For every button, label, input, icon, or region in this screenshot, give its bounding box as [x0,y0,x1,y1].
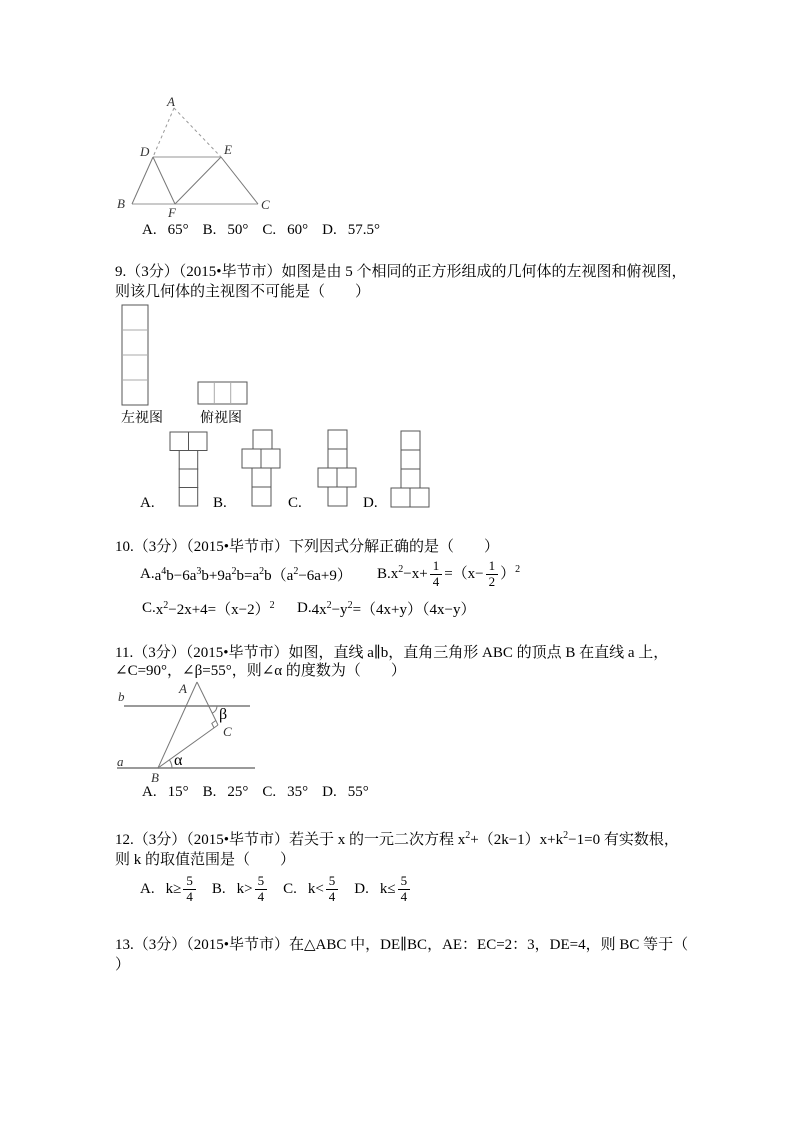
q12-text-line-2: 则 k 的取值范围是（ ） [115,852,296,868]
q11-alpha-label: α [174,752,183,769]
q8-option-a: A. 65° [142,222,189,238]
q12-option-b: B. k> $\frac{5}{4}$ [212,874,269,905]
q8-vertex-label-b: B [117,196,125,211]
q11-option-c: C. 35° [262,784,309,800]
q11-beta-label: β [219,706,228,723]
q11-option-b: B. 25° [202,784,249,800]
q10-option-c: C. $x^2-2x+4=(x-2)^2$ [142,599,275,618]
q8-vertex-label-e: E [224,142,232,157]
q8-options-row [142,222,394,239]
q12-text-line-1: 12.（3分）（2015•毕节市）若关于 x 的一元二次方程 $x^2+(2k-1)x+k^2-1=0$ 有实数根， [115,830,679,848]
q9-option-c-figure [318,430,356,506]
q9-option-a-figure [170,432,207,506]
q10-option-d-formula: $4x^2-y^2=(4x+y)(4x-y)$ [311,599,476,618]
q8-geometry-figure [112,88,282,226]
q8-option-b: B. 50° [202,222,249,238]
q11-text-line-2: ∠C=90°，∠β=55°，则∠α 的度数为（ ） [115,663,406,679]
q11-line-a-label: a [117,754,124,769]
q13-text-line-1: 13.（3分）（2015•毕节市）在△ABC 中，DE∥BC，AE：EC=2：3，DE=4，则 BC 等于（ [115,937,689,953]
q9-text-line-2: 则该几何体的主视图不可能是（ ） [115,284,371,300]
q9-left-view-figure [122,305,148,405]
q8-vertex-label-f: F [168,205,176,220]
q11-triangle-edges [158,682,218,768]
q12-options-row [140,872,426,906]
q9-top-view-label: 俯视图 [200,411,242,426]
q10-option-a-formula: $a^4b-6a^3b+9a^2b=a^2b(a^2-6a+9)$ [154,565,352,584]
q11-vertex-label-c: C [223,724,232,739]
q9-option-b-label: B. [213,495,227,511]
q11-parallel-lines-figure [113,672,268,794]
q12-option-a: A. k≥ $\frac{5}{4}$ [140,874,198,905]
q9-figures [115,300,450,515]
q11-vertex-label-a: A [179,681,187,696]
q8-option-c: C. 60° [262,222,309,238]
q13-text-line-2: ） [115,957,131,973]
q9-option-d-figure [391,431,429,507]
q11-line-b-label: b [118,689,125,704]
q9-option-a-label: A. [140,495,155,511]
q8-vertex-label-a: A [167,94,175,109]
q8-vertex-label-d: D [140,144,150,159]
q10-title: 10.（3分）（2015•毕节市）下列因式分解正确的是（ ） [115,539,500,555]
q8-figure-edges [132,108,258,204]
q10-option-b: B. $x^2-x+$ $\frac{1}{4}$ =（x− $\frac{1}{2}$ ）$^2$ [377,557,521,589]
q8-vertex-label-c: C [261,197,270,212]
q11-alpha-angle-arc [169,760,172,768]
q9-option-c-label: C. [288,495,302,511]
q9-top-view-figure [198,382,247,404]
q11-vertex-label-b: B [151,770,159,785]
q9-text-line-1: 9.（3分）（2015•毕节市）如图是由 5 个相同的正方形组成的几何体的左视图和俯视图， [115,264,687,280]
q11-text-line-1: 11.（3分）（2015•毕节市）如图，直线 a∥b，直角三角形 ABC 的顶点 B 在直线 a 上， [115,645,669,661]
q12-option-c: C. k< $\frac{5}{4}$ [283,874,340,905]
q11-options-row [142,784,383,801]
q9-option-b-figure [242,430,280,506]
q11-option-a: A. 15° [142,784,189,800]
q11-beta-angle-arc [213,706,218,713]
q11-option-d: D. 55° [322,784,369,800]
q10-option-a: A. $a^4b-6a^3b+9a^2b=a^2b(a^2-6a+9)$ [140,565,352,584]
q10-option-b-formula: $x^2-x+$ $\frac{1}{4}$ =（x− $\frac{1}{2}$ ）$^2$ [390,557,521,589]
q12-option-d: D. k≤ $\frac{5}{4}$ [354,874,412,905]
q10-option-d: D. $4x^2-y^2=(4x+y)(4x-y)$ [297,599,476,618]
q10-option-c-formula: $x^2-2x+4=(x-2)^2$ [155,599,275,618]
q9-option-d-label: D. [363,495,378,511]
q8-option-d: D. 57.5° [322,222,380,238]
q9-left-view-label: 左视图 [121,411,163,426]
